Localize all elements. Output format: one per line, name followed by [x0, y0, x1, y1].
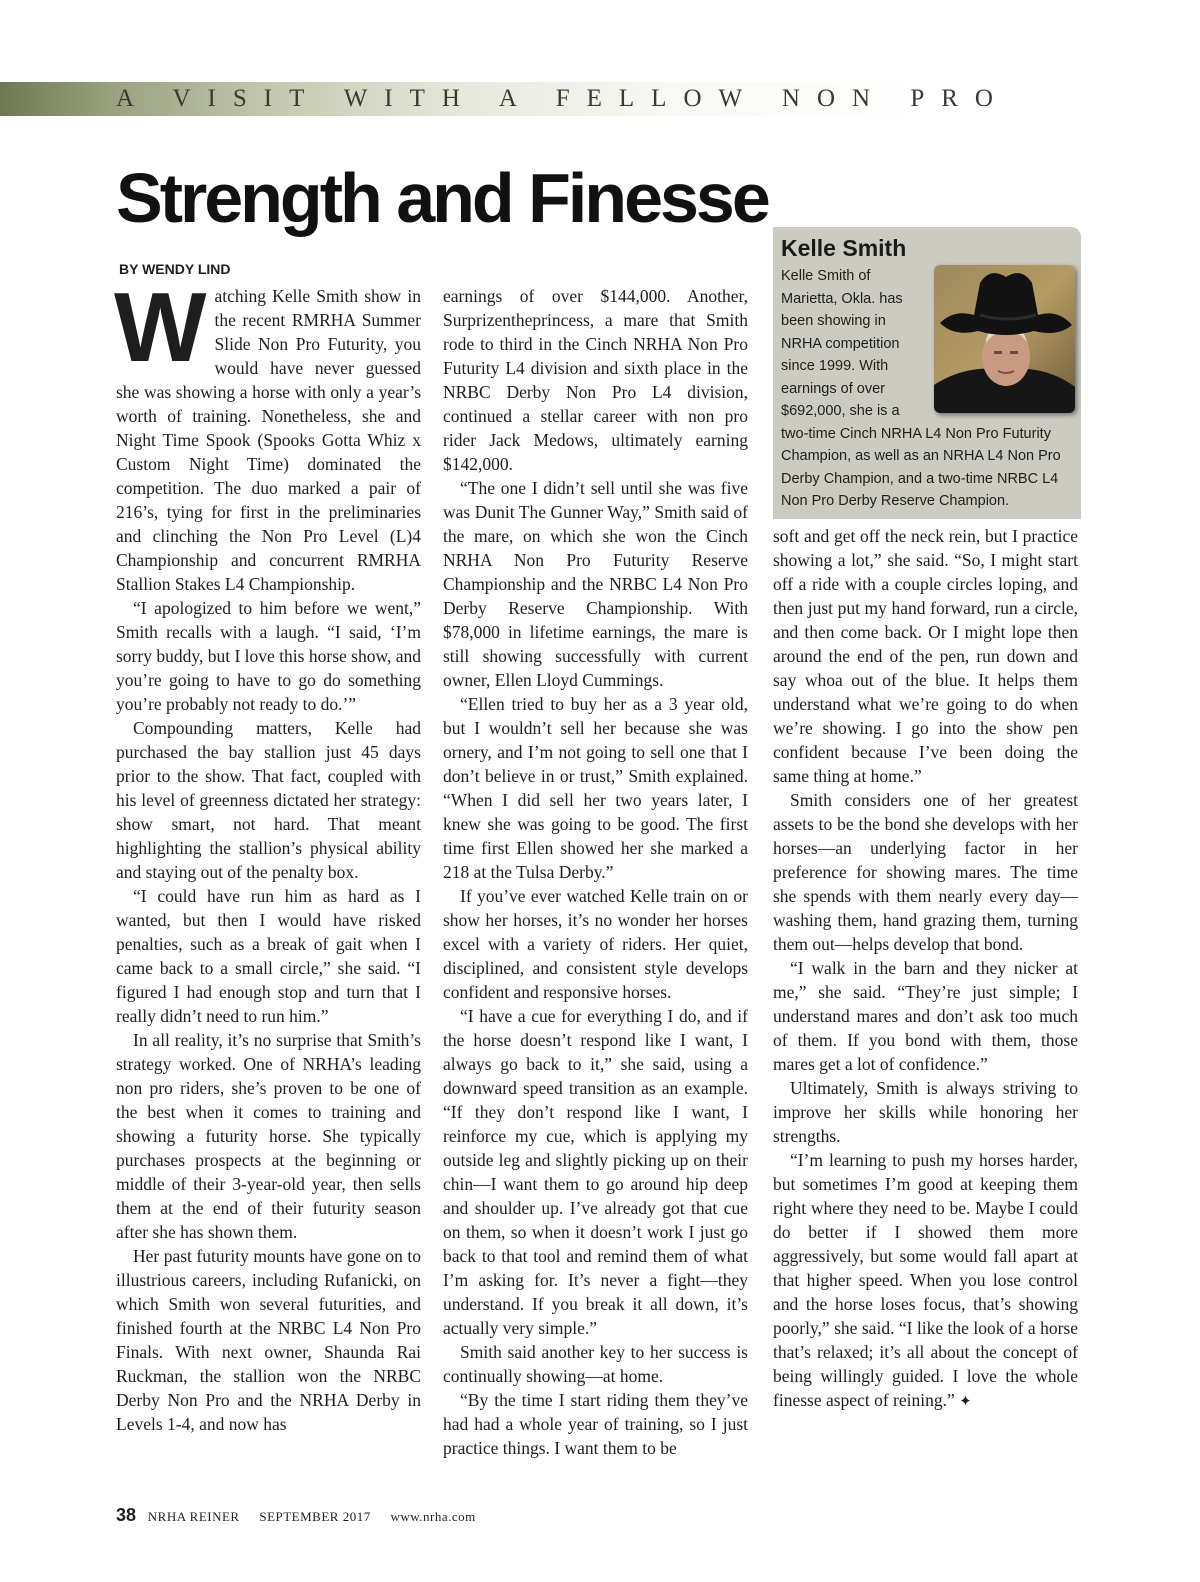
paragraph: Her past futurity mounts have gone on to illustrious careers, including Rufanicki, on which Smith won several futurities, and finished fourth at the NRBC L4 Non Pro Finals. With next owner, Shaunda Rai Ruckman, the stallion won the NRBC Derby Non Pro and the NRHA Derby in Levels 1-4, and now has [116, 1246, 421, 1434]
page-number: 38 [116, 1505, 137, 1525]
paragraph: In all reality, it’s no surprise that Smith’s strategy worked. One of NRHA’s leading non pro riders, she’s proven to be one of the best when it comes to training and showing a futurity horse. She typically purchases prospects at the beginning or middle of their 3-year-old year, then sells them at the end of their futurity season after she has shown them. [116, 1030, 421, 1242]
paragraph: Smith said another key to her success is continually showing—at home. [443, 1342, 748, 1386]
paragraph: earnings of over $144,000. Another, Surprizentheprincess, a mare that Smith rode to third in the Cinch NRHA Non Pro Futurity L4 division and sixth place in the NRBC Derby Non Pro L4 division, continued a stellar career with non pro rider Jack Medows, ultimately earning $142,000. [443, 286, 748, 474]
article-column-2 [443, 284, 748, 1460]
paragraph-text: atching Kelle Smith show in the recent RMRHA Summer Slide Non Pro Futurity, you would have never guessed she was showing a horse with only a year’s worth of training. Nonetheless, she and Night Time Spook (Spooks Gotta Whiz x Custom Night Time) dominated the competition. The duo marked a pair of 216’s, tying for first in the preliminaries and clinching the Non Pro Level (L)4 Championship and concurrent RMRHA Stallion Stakes L4 Championship. [116, 286, 421, 594]
paragraph: If you’ve ever watched Kelle train on or show her horses, it’s no wonder her horses excel with a variety of riders. Her quiet, disciplined, and consistent style develops confident and responsive horses. [443, 886, 748, 1002]
byline: BY WENDY LIND [119, 261, 231, 277]
paragraph [773, 1148, 1078, 1414]
page-footer [116, 1505, 476, 1526]
portrait-photo [934, 265, 1075, 413]
portrait-illustration [934, 265, 1075, 413]
paragraph: “By the time I start riding them they’ve had had a whole year of training, so I just practice things. I want them to be [443, 1390, 748, 1458]
end-of-article-star-icon: ✦ [959, 1394, 972, 1410]
sidebar-text: Kelle Smith of Marietta, Okla. has been showing in NRHA competition since 1999. With earnings of over $692,000, she is a two-time Cinch NRHA L4 Non Pro Futurity Champion, as well as an NRHA L4 Non Pro Derby Champion, and a two-time NRBC L4 Non Pro Derby Reserve Champion. [781, 268, 1061, 509]
paragraph: “I have a cue for everything I do, and if the horse doesn’t respond like I want, I always go back to it,” she said, using a downward speed transition as an example. “If they don’t respond like I want, I reinforce my cue, which is applying my outside leg and slightly picking up on their chin—I want them to go around hip deep and shoulder up. I’ve already got that cue on them, so when it doesn’t work I just go back to that tool and remind them of what I’m asking for. It’s never a fight—they understand. If you break it all down, it’s actually very simple.” [443, 1006, 748, 1338]
website-url: www.nrha.com [390, 1509, 476, 1524]
section-banner-label: A VISIT WITH A FELLOW NON PRO [116, 85, 1010, 112]
article-column-1 [114, 272, 421, 1436]
paragraph: soft and get off the neck rein, but I practice showing a lot,” she said. “So, I might start off a ride with a couple circles loping, and then just put my hand forward, run a circle, and then come back. Or I might lope then around the end of the pen, run down and say whoa out of the blue. It helps them understand what we’re going to do when we’re showing. I go into the show pen confident because I’ve been doing the same thing at home.” [773, 526, 1078, 786]
paragraph: “The one I didn’t sell until she was five was Dunit The Gunner Way,” Smith said of the mare, on which she won the Cinch NRHA Non Pro Futurity Reserve Championship and the NRBC L4 Non Pro Derby Reserve Championship. With $78,000 in lifetime earnings, the mare is still showing successfully with current owner, Ellen Lloyd Cummings. [443, 478, 748, 690]
paragraph-text: “I’m learning to push my horses harder, but sometimes I’m good at keeping them right where they need to be. Maybe I could do better if I showed them more aggressively, but some would fall apart at that higher speed. When you lose control and the horse loses focus, that’s showing poorly,” she said. “I like the look of a horse that’s relaxed; it’s all about the concept of being willingly guided. I love the whole finesse aspect of reining.” [773, 1150, 1078, 1410]
profile-sidebar [773, 227, 1081, 519]
article-title: Strength and Finesse [116, 159, 768, 237]
paragraph: Compounding matters, Kelle had purchased the bay stallion just 45 days prior to the show. That fact, coupled with his level of greenness dictated her strategy: show smart, not hard. That meant highlighting the stallion’s physical ability and staying out of the penalty box. [116, 718, 421, 882]
paragraph: “I could have run him as hard as I wanted, but then I would have risked penalties, such as a break of gait when I came back to a small circle,” she said. “I figured I had enough stop and turn that I really didn’t need to run him.” [116, 886, 421, 1026]
paragraph: Ultimately, Smith is always striving to improve her skills while honoring her strengths. [773, 1078, 1078, 1146]
drop-cap: W [114, 272, 207, 382]
sidebar-title: Kelle Smith [781, 235, 907, 261]
publication-name: NRHA REINER [147, 1509, 240, 1524]
paragraph: “I walk in the barn and they nicker at me,” she said. “They’re just simple; I understand mares and don’t ask too much of them. If you bond with them, those mares get a lot of confidence.” [773, 958, 1078, 1074]
paragraph: Smith considers one of her greatest assets to be the bond she develops with her horses—an underlying factor in her preference for showing mares. The time she spends with them nearly every day—washing them, hand grazing them, turning them out—helps develop that bond. [773, 790, 1078, 954]
paragraph: “I apologized to him before we went,” Smith recalls with a laugh. “I said, ‘I’m sorry buddy, but I love this horse show, and you’re going to have to go do something you’re probably not ready to do.’” [116, 598, 421, 714]
paragraph [114, 272, 421, 596]
issue-date: SEPTEMBER 2017 [259, 1509, 371, 1524]
paragraph: “Ellen tried to buy her as a 3 year old, but I wouldn’t sell her because she was ornery, and I’m not going to sell one that I don’t believe in or trust,” Smith explained. “When I did sell her two years later, I knew she was going to be good. The first time first Ellen showed her she marked a 218 at the Tulsa Derby.” [443, 694, 748, 882]
sidebar-body [781, 265, 1075, 513]
article-column-3 [773, 524, 1078, 1414]
